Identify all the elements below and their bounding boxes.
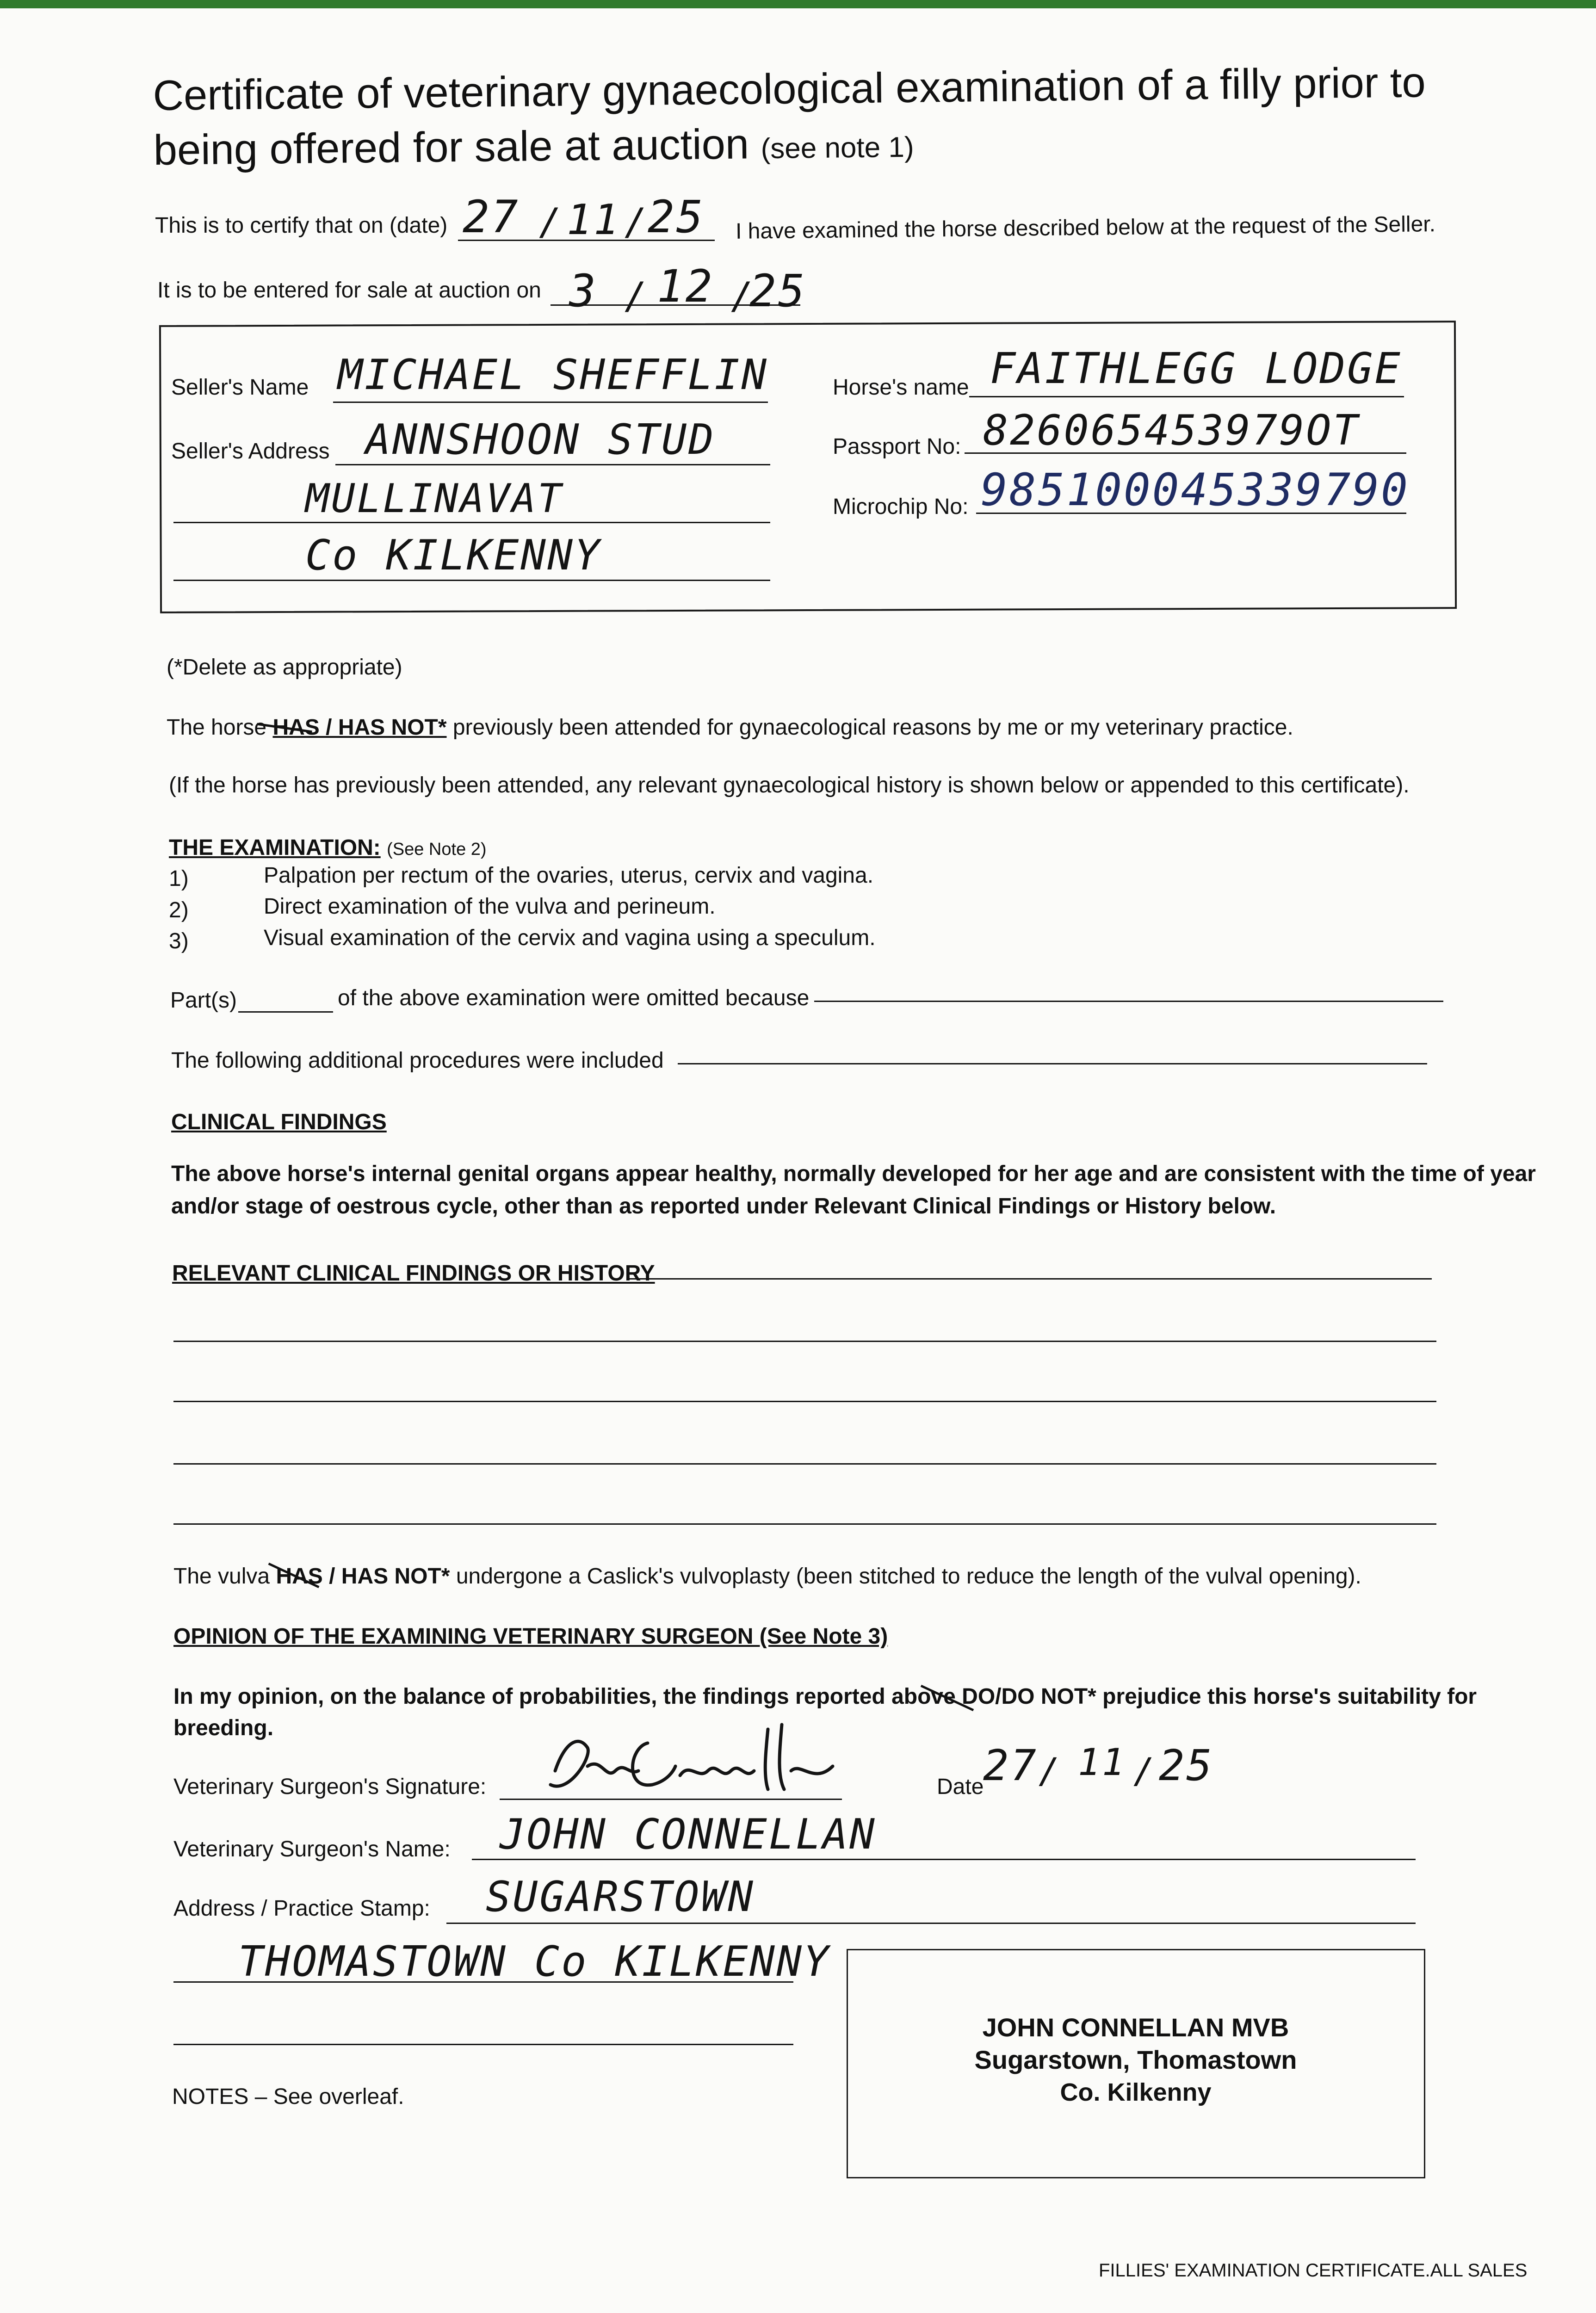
signature-label: Veterinary Surgeon's Signature: (173, 1775, 487, 1799)
opinion-text-1: In my opinion, on the balance of probabilities, the findings reported above DO/DO NOT* prejudice this horse's suitability for (173, 1684, 1477, 1709)
passport-number: 826065453979OT (983, 406, 1360, 455)
vulva-choice: HAS / HAS NOT* (276, 1564, 450, 1589)
parts-label: Part(s) (170, 988, 237, 1013)
signoff-date-day: 27 (983, 1741, 1038, 1790)
additional-procedures: The following additional procedures were included (171, 1048, 664, 1073)
practice-stamp (847, 2011, 1425, 2109)
exam-date-month: 11 (567, 196, 621, 244)
attended-sentence: The horse HAS / HAS NOT* previously been attended for gynaecological reasons by me or my veterinary practice. (167, 715, 1293, 740)
exam-item-1-number: 1) (169, 866, 189, 891)
date-label: Date (937, 1775, 984, 1799)
opinion-choice: DO/DO NOT* (962, 1684, 1096, 1709)
seller-address-label: Seller's Address (171, 439, 330, 464)
passport-label: Passport No: (833, 434, 961, 459)
microchip-label: Microchip No: (833, 495, 969, 519)
sale-date-month: 12 (657, 260, 714, 312)
background-band (0, 0, 1596, 8)
opinion-heading: OPINION OF THE EXAMINING VETERINARY SURGEON (See Note 3) (173, 1624, 888, 1649)
title-line-1: Certificate of veterinary gynaecological examination of a filly prior to (153, 59, 1426, 119)
exam-item-2-number: 2) (169, 898, 189, 922)
title-line-2: being offered for sale at auction (153, 120, 749, 174)
parts-omitted-text: of the above examination were omitted because (338, 986, 810, 1010)
clinical-text-1: The above horse's internal genital organs appear healthy, normally developed for her age and are consistent with the time of year (171, 1162, 1536, 1186)
relevant-findings-heading: RELEVANT CLINICAL FINDINGS OR HISTORY (172, 1261, 655, 1286)
vet-address-line-1: SUGARSTOWN (486, 1873, 755, 1921)
title-note: (see note 1) (761, 131, 914, 165)
clinical-text-2: and/or stage of oestrous cycle, other than as reported under Relevant Clinical Findings or History below. (171, 1194, 1276, 1218)
sale-date-year: 25 (749, 265, 807, 317)
seller-address-line-1: ANNSHOON STUD (365, 415, 716, 464)
exam-date-day: 27 (463, 191, 520, 243)
stamp-line-1: JOHN CONNELLAN MVB (982, 2013, 1289, 2042)
clinical-findings-heading: CLINICAL FINDINGS (171, 1110, 387, 1134)
certify-prefix: This is to certify that on (date) (155, 213, 448, 238)
signoff-date-year: 25 (1159, 1741, 1214, 1790)
vet-name-label: Veterinary Surgeon's Name: (173, 1837, 451, 1862)
horse-name: FAITHLEGG LODGE (990, 344, 1402, 393)
delete-note: (*Delete as appropriate) (167, 655, 402, 680)
page-title (153, 55, 1495, 183)
vulva-sentence: The vulva HAS / HAS NOT* undergone a Caslick's vulvoplasty (been stitched to reduce the length of the vulval opening). (173, 1564, 1361, 1589)
seller-name: MICHAEL SHEFFLIN (338, 351, 768, 399)
notes-overleaf: NOTES – See overleaf. (172, 2084, 404, 2109)
attended-choice: HAS / HAS NOT* (272, 715, 447, 740)
signature (537, 1715, 842, 1808)
microchip-number: 985100045339790 (981, 464, 1410, 516)
address-stamp-label: Address / Practice Stamp: (173, 1896, 430, 1921)
seller-name-label: Seller's Name (171, 375, 309, 400)
horse-name-label: Horse's name (833, 375, 969, 400)
stamp-line-2: Sugarstown, Thomastown (974, 2045, 1297, 2074)
opinion-text-2: breeding. (173, 1716, 274, 1740)
seller-address-line-3: Co KILKENNY (305, 531, 602, 580)
sale-prefix: It is to be entered for sale at auction on (157, 278, 541, 303)
sale-date-day: 3 (569, 265, 598, 317)
exam-item-3: Visual examination of the cervix and vagina using a speculum. (264, 926, 876, 950)
exam-date-year: 25 (648, 191, 705, 243)
stamp-line-3: Co. Kilkenny (1060, 2078, 1212, 2106)
signoff-date-month: 11 (1078, 1741, 1126, 1784)
vet-name: JOHN CONNELLAN (500, 1810, 877, 1859)
exam-heading: THE EXAMINATION: (See Note 2) (169, 835, 487, 860)
history-note: (If the horse has previously been attended, any relevant gynaecological history is shown below or appended to this certificate). (169, 773, 1410, 798)
seller-address-line-2: MULLINAVAT (305, 476, 563, 522)
exam-item-1: Palpation per rectum of the ovaries, uterus, cervix and vagina. (264, 863, 874, 888)
footer-form-id: FILLIES' EXAMINATION CERTIFICATE.ALL SALES (1099, 2260, 1528, 2281)
certify-suffix: I have examined the horse described below at the request of the Seller. (735, 212, 1436, 244)
exam-item-2: Direct examination of the vulva and perineum. (264, 894, 716, 919)
vet-address-line-2: THOMASTOWN Co KILKENNY (238, 1937, 831, 1986)
exam-item-3-number: 3) (169, 929, 189, 953)
certificate-page: Certificate of veterinary gynaecological examination of a filly prior to being offered for sale at auction (see note 1) This is to certify that on (date) 27 / 11 / 25 I have examined the horse described below at the request of the Seller. It is to be entered for sale at auction on 3 / 12 / 25 Seller's Name MICHAEL SHEFFLIN Seller's Address ANNSHOON STUD MULLINAVAT Co KILKENNY Horse's name FAITHLEGG LODGE Passport No: 826065453979OT Microchip No: 985100045339790 (*Delete as appropriate) The horse HAS / HAS NOT* previously been attended for gynaecological reasons by me or my veterinary practice. (If the horse has previously been attended, any relevant gynaecological history is shown below or appended to this certificate). THE EXAMINATION: (See Note 2) 1) Palpation per rectum of the ovaries, uterus, cervix and vagina. 2) Direct examination of the vulva and perineum. 3) Visual examination of the cervix and vagina using a speculum. Part(s) of the above examination were omitted because The following additional procedures were included CLINICAL FINDINGS The above horse's internal genital organs appear healthy, normally developed for her age and are consistent with the time of year and/or stage of oestrous cycle, other than as reported under Relevant Clinical Findings or History below. RELEVANT CLINICAL FINDINGS OR HISTORY The vulva HAS / HAS NOT* undergone a Caslick's vulvoplasty (been stitched to reduce the length of the vulval opening). OPINION OF THE EXAMINING VETERINARY SURGEON (See Note 3) In my opinion, on the balance of probabilities, the findings reported above DO/DO NOT* prejudice this horse's suitability for breeding. Veterinary Surgeon's Signature: Date 27 / 11 / 25 Veterinary Surgeon's Name: JOHN CONNELLAN Address / Practice Stamp: SUGARSTOWN THOMASTOWN Co KILKENNY NOTES – See overleaf. JOHN CONNELLAN MVB Sugarstown, Thomastown Co. Kilkenny FILLIES' EXAMINATION CERTIFICATE.ALL SALES (0, 8, 1596, 2313)
